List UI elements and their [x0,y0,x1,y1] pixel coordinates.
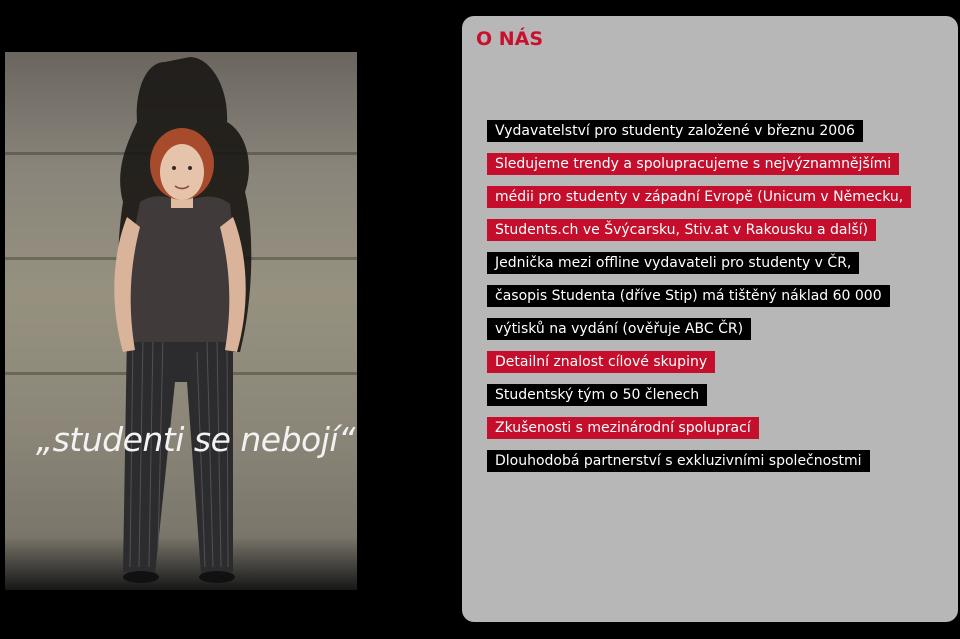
about-line: Vydavatelství pro studenty založené v březnu 2006 [487,120,863,142]
section-title: O NÁS [476,28,544,50]
about-line: výtisků na vydání (ověřuje ABC ČR) [487,318,751,340]
about-line: Studentský tým o 50 členech [487,384,707,406]
about-line: Jednička mezi offline vydavateli pro studenty v ČR, [487,252,859,274]
student-photo [5,52,357,590]
about-line: Detailní znalost cílové skupiny [487,351,715,373]
left-panel [0,0,445,639]
about-panel [462,16,958,622]
about-line: Dlouhodobá partnerství s exkluzivními společnostmi [487,450,870,472]
about-line: médii pro studenty v západní Evropě (Unicum v Německu, [487,186,911,208]
about-line: Zkušenosti s mezinárodní spoluprací [487,417,759,439]
about-line: Students.ch ve Švýcarsku, Stiv.at v Rakousku a další) [487,219,876,241]
about-line: časopis Studenta (dříve Stip) má tištěný náklad 60 000 [487,285,890,307]
about-line: Sledujeme trendy a spolupracujeme s nejvýznamnějšími [487,153,899,175]
photo-quote: „studenti se nebojí“ [36,420,355,459]
student-figure [5,52,357,590]
